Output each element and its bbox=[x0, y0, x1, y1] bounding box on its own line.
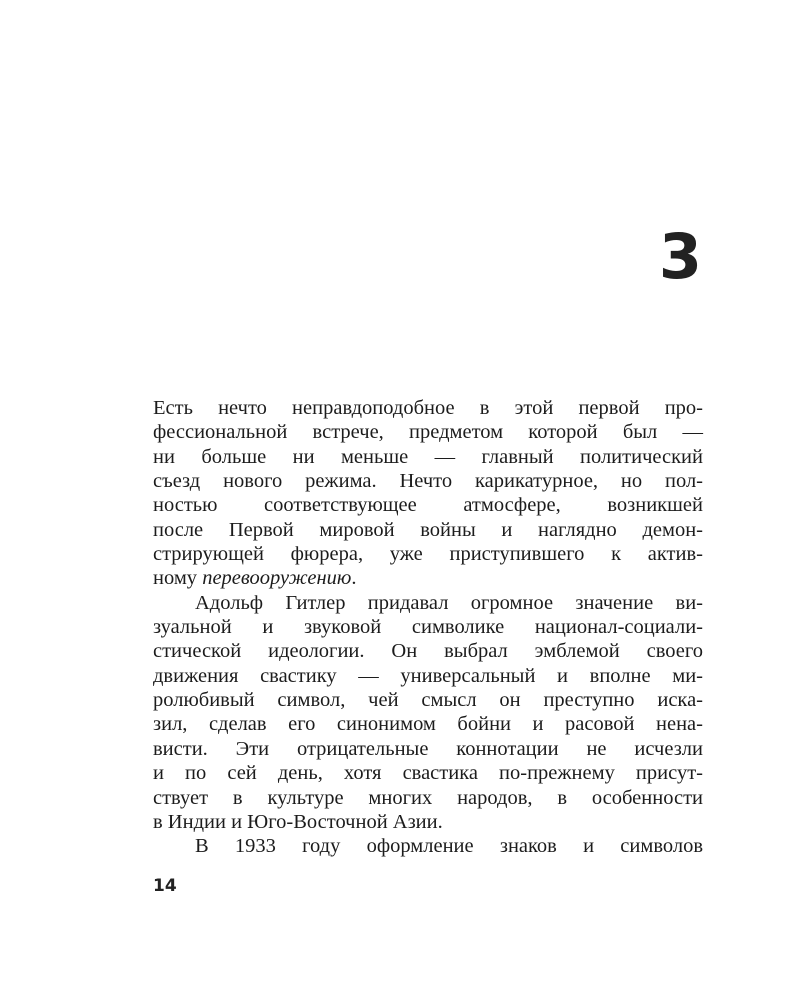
text-line: съезд нового режима. Нечто карикатурное, но пол- bbox=[153, 470, 703, 493]
text-line: стрирующей фюрера, уже приступившего к актив- bbox=[153, 543, 703, 566]
text-line: ролюбивый символ, чей смысл он преступно иска- bbox=[153, 689, 703, 712]
text-line: после Первой мировой войны и наглядно демон- bbox=[153, 518, 703, 541]
text-line: стической идеологии. Он выбрал эмблемой своего bbox=[153, 640, 703, 663]
text-segment: ному bbox=[153, 567, 203, 590]
text-line: в Индии и Юго-Восточной Азии. bbox=[153, 810, 443, 833]
text-line: зил, сделав его синонимом бойни и расовой нена- bbox=[153, 713, 703, 736]
text-line: движения свастику — универсальный и вполне ми- bbox=[153, 664, 703, 687]
text-line: В 1933 году оформление знаков и символов bbox=[195, 835, 703, 858]
body-text bbox=[153, 396, 703, 859]
italic-term: перевооружению bbox=[202, 567, 352, 590]
text-line: ствует в культуре многих народов, в особенности bbox=[153, 786, 703, 809]
chapter-number: 3 bbox=[658, 220, 702, 293]
text-line: зуальной и звуковой символике национал-социали- bbox=[153, 616, 703, 639]
text-line bbox=[153, 566, 703, 590]
text-line: Адольф Гитлер придавал огромное значение ви- bbox=[195, 591, 703, 614]
text-line: Есть нечто неправдоподобное в этой первой про- bbox=[153, 397, 703, 419]
page-number: 14 bbox=[153, 876, 177, 896]
text-line: и по сей день, хотя свастика по-прежнему присут- bbox=[153, 762, 703, 785]
text-line: ни больше ни меньше — главный политический bbox=[153, 445, 703, 468]
text-line: фессиональной встрече, предметом которой был — bbox=[153, 421, 703, 444]
text-line: висти. Эти отрицательные коннотации не исчезли bbox=[153, 737, 703, 760]
text-segment: . bbox=[351, 567, 357, 590]
text-line: ностью соответствующее атмосфере, возникшей bbox=[153, 494, 703, 517]
